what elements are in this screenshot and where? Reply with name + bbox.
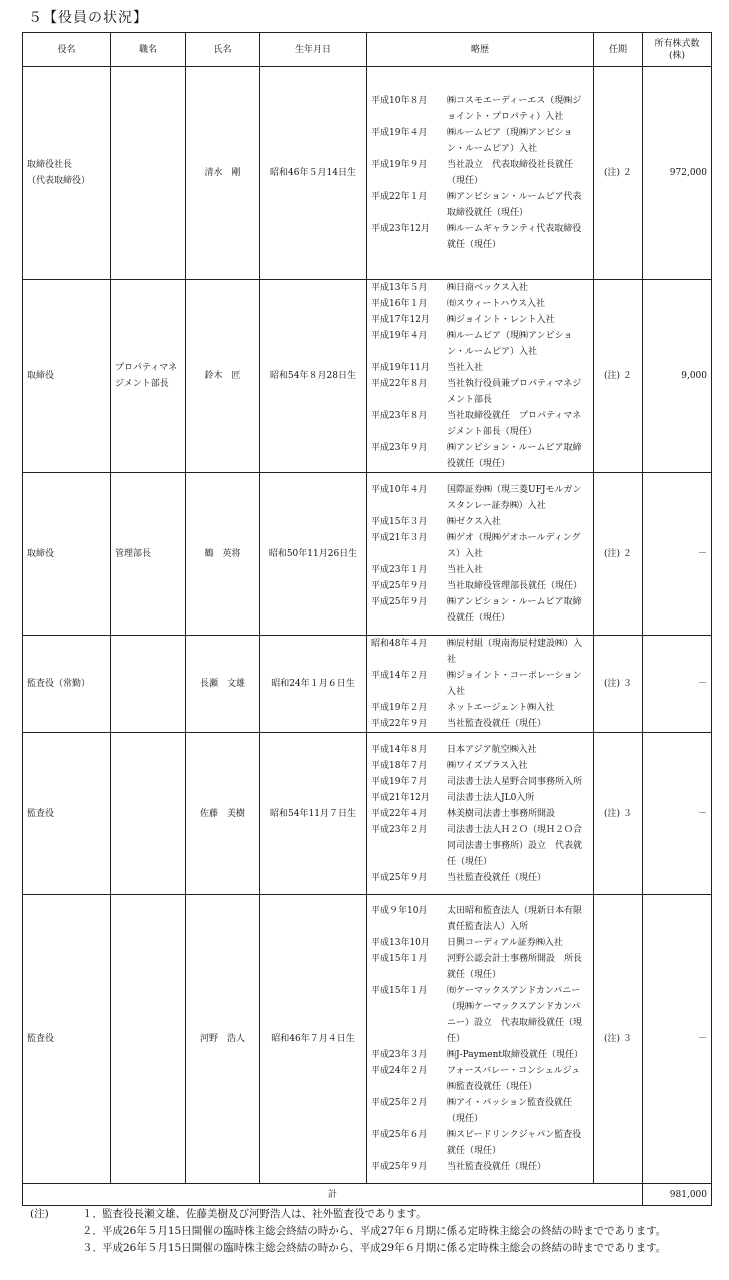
career-entry xyxy=(371,578,589,594)
career-date: 平成９年10月 xyxy=(371,906,428,916)
career-text: 当社取締役就任 プロパティマネジメント部長（現任） xyxy=(447,411,582,437)
career-text: ㈱辰村組（現南海辰村建設㈱）入社 xyxy=(447,639,583,665)
career-entry xyxy=(371,700,589,716)
career-date: 平成22年４月 xyxy=(371,808,428,819)
note-text: 監査役長瀬文雄、佐藤美樹及び河野浩人は、社外監査役であります。 xyxy=(102,1208,427,1220)
career-entry xyxy=(371,594,589,626)
career-text: 当社取締役管理部長就任（現任） xyxy=(447,581,583,591)
career-date: 平成18年７月 xyxy=(371,760,428,771)
note-text: 平成26年５月15日開催の臨時株主総会終結の時から、平成27年６月期に係る定時株主総会の終結の時までであります。 xyxy=(102,1225,667,1237)
career-entry xyxy=(371,1063,589,1095)
officer-career xyxy=(367,67,594,280)
officer-term: (注) ３ xyxy=(594,895,643,1184)
career-date: 平成23年12月 xyxy=(371,224,430,234)
note-number: ２． xyxy=(82,1225,103,1237)
officer-title xyxy=(111,67,186,280)
officer-title: 管理部長 xyxy=(111,473,186,636)
career-date: 平成19年２月 xyxy=(371,703,428,713)
header-post: 役名 xyxy=(23,33,111,67)
career-text: ㈱アイ・パッション監査役就任（現任） xyxy=(447,1098,573,1124)
career-date: 平成14年８月 xyxy=(371,744,428,755)
officer-title xyxy=(111,733,186,895)
career-date: 平成25年９月 xyxy=(371,872,428,883)
officer-row xyxy=(23,473,712,636)
career-entry xyxy=(371,562,589,578)
career-entry xyxy=(371,312,589,328)
career-date: 平成22年１月 xyxy=(371,192,428,202)
career-text: 当社監査役就任（現任） xyxy=(447,1162,547,1172)
note-item xyxy=(30,1206,720,1223)
officer-career xyxy=(367,733,594,895)
career-text: ㈱ルームギャランティ代表取締役就任（現任） xyxy=(447,224,582,250)
section-heading: ５【役員の状況】 xyxy=(28,10,148,26)
officer-row xyxy=(23,733,712,895)
career-entry xyxy=(371,1127,589,1159)
career-entry xyxy=(371,716,589,732)
career-entry xyxy=(371,296,589,312)
officer-title: プロパティマネジメント部長 xyxy=(111,280,186,473)
career-text: 当社監査役就任（現任） xyxy=(447,719,547,729)
career-text: ㈱ゲオ（現㈱ゲオホールディングス）入社 xyxy=(447,533,581,559)
career-entry xyxy=(371,1095,589,1127)
note-number: １． xyxy=(82,1208,103,1220)
officer-birthdate: 昭和54年８月28日生 xyxy=(260,280,367,473)
career-date: 平成19年７月 xyxy=(371,776,428,787)
career-entry xyxy=(371,951,589,983)
note-number: ３． xyxy=(82,1242,103,1254)
career-text: 日本アジア航空㈱入社 xyxy=(447,744,537,755)
career-text: ㈱コスモエーディーエス（現㈱ジョイント・プロパティ）入社 xyxy=(447,96,582,122)
header-shares-line1: 所有株式数 xyxy=(654,38,700,49)
career-text: 河野公認会計士事務所開設 所長就任（現任） xyxy=(447,954,583,980)
officer-post: 監査役 xyxy=(23,895,111,1184)
career-date: 平成16年１月 xyxy=(371,299,428,309)
career-entry xyxy=(371,758,589,774)
officer-birthdate: 昭和50年11月26日生 xyxy=(260,473,367,636)
officer-term: (注) ３ xyxy=(594,733,643,895)
career-date: 平成14年２月 xyxy=(371,671,428,681)
career-text: ㈱ジョイント・レント入社 xyxy=(447,315,555,325)
officer-term: (注) ２ xyxy=(594,473,643,636)
officer-career xyxy=(367,280,594,473)
officer-name: 河野 浩人 xyxy=(186,895,260,1184)
career-text: ㈱J-Payment取締役就任（現任） xyxy=(447,1050,584,1060)
officer-row xyxy=(23,280,712,473)
career-text: 当社設立 代表取締役社長就任（現任） xyxy=(447,160,574,186)
career-entry xyxy=(371,280,589,296)
officer-post: 取締役社長 （代表取締役） xyxy=(23,67,111,280)
career-text: 司法書士法人JL0入所 xyxy=(447,792,535,803)
career-date: 平成19年９月 xyxy=(371,160,428,170)
career-text: ㈱アンビション・ルームピア取締役就任（現任） xyxy=(447,443,582,469)
officer-title xyxy=(111,895,186,1184)
officer-post: 監査役（常勤） xyxy=(23,636,111,733)
career-entry xyxy=(371,668,589,700)
career-entry xyxy=(371,636,589,668)
career-text: 林美樹司法書士事務所開設 xyxy=(447,808,556,819)
officer-career xyxy=(367,473,594,636)
officer-term: (注) ２ xyxy=(594,280,643,473)
header-shares-line2: (株) xyxy=(668,50,686,61)
career-entry xyxy=(371,1047,589,1063)
career-text: ㈱日商ベックス入社 xyxy=(447,283,528,293)
officer-post: 取締役 xyxy=(23,473,111,636)
header-title: 職名 xyxy=(111,33,186,67)
officer-post: 取締役 xyxy=(23,280,111,473)
officer-post: 監査役 xyxy=(23,733,111,895)
officer-name: 清水 剛 xyxy=(186,67,260,280)
career-date: 平成15年３月 xyxy=(371,517,428,527)
officer-term: (注) ３ xyxy=(594,636,643,733)
career-text: 当社監査役就任（現任） xyxy=(447,872,547,883)
career-entry xyxy=(371,790,589,806)
career-text: 司法書士法人星野合同事務所入所 xyxy=(447,776,583,787)
career-text: 国際証券㈱（現三菱UFJモルガンスタンレー証券㈱）入社 xyxy=(447,485,582,511)
officer-career xyxy=(367,895,594,1184)
career-text: ㈱アンビション・ルームピア代表取締役就任（現任） xyxy=(447,192,582,218)
career-entry xyxy=(371,822,589,870)
career-entry xyxy=(371,806,589,822)
career-date: 平成21年12月 xyxy=(371,792,430,803)
officer-birthdate: 昭和46年７月４日生 xyxy=(260,895,367,1184)
officer-name: 鈴木 匠 xyxy=(186,280,260,473)
career-entry xyxy=(371,742,589,758)
career-entry xyxy=(371,328,589,360)
officer-shares: － xyxy=(643,895,712,1184)
career-date: 平成15年１月 xyxy=(371,986,428,996)
career-date: 平成15年１月 xyxy=(371,954,428,964)
career-entry xyxy=(371,1159,589,1175)
total-label: 計 xyxy=(23,1184,643,1206)
header-birth: 生年月日 xyxy=(260,33,367,67)
career-date: 平成13年10月 xyxy=(371,938,430,948)
career-entry xyxy=(371,514,589,530)
career-date: 平成19年４月 xyxy=(371,331,428,341)
officer-shares: － xyxy=(643,636,712,733)
officer-name: 鶴 英将 xyxy=(186,473,260,636)
career-date: 平成24年２月 xyxy=(371,1066,428,1076)
career-text: ㈱アンビション・ルームピア取締役就任（現任） xyxy=(447,597,582,623)
career-entry xyxy=(371,376,589,408)
career-entry xyxy=(371,935,589,951)
career-text: ㈱ルームピア（現㈱アンビション・ルームピア）入社 xyxy=(447,128,573,154)
career-date: 平成25年２月 xyxy=(371,1098,428,1108)
career-entry xyxy=(371,870,589,886)
career-date: 平成25年６月 xyxy=(371,1130,428,1140)
officer-career xyxy=(367,636,594,733)
officer-shares: 9,000 xyxy=(643,280,712,473)
note-label xyxy=(30,1223,82,1240)
career-entry xyxy=(371,983,589,1047)
career-date: 平成10年８月 xyxy=(371,96,428,106)
career-entry xyxy=(371,774,589,790)
career-text: ㈱ジョイント・コーポレーション入社 xyxy=(447,671,582,697)
career-date: 平成21年３月 xyxy=(371,533,428,543)
officer-row xyxy=(23,67,712,280)
career-text: 日興コーディアル証券㈱入社 xyxy=(447,938,563,948)
career-date: 平成25年９月 xyxy=(371,581,428,591)
career-entry xyxy=(371,125,589,157)
career-entry xyxy=(371,408,589,440)
career-text: ネットエージェント㈱入社 xyxy=(447,703,555,713)
career-text: ㈲ケーマックスアンドカンパニー（現㈱ケーマックスアンドカンパニー）設立 代表取締役就任（現任） xyxy=(447,986,583,1044)
officer-row xyxy=(23,895,712,1184)
career-date: 平成23年３月 xyxy=(371,1050,428,1060)
career-date: 平成19年４月 xyxy=(371,128,428,138)
notes-section xyxy=(30,1206,720,1257)
career-entry xyxy=(371,903,589,935)
career-date: 平成23年１月 xyxy=(371,565,428,575)
career-date: 昭和48年４月 xyxy=(371,639,428,649)
career-date: 平成25年９月 xyxy=(371,1162,428,1172)
officer-birthdate: 昭和24年１月６日生 xyxy=(260,636,367,733)
note-label xyxy=(30,1240,82,1257)
officer-name: 佐藤 美樹 xyxy=(186,733,260,895)
officer-shares: － xyxy=(643,473,712,636)
career-entry xyxy=(371,93,589,125)
note-text: 平成26年５月15日開催の臨時株主総会終結の時から、平成29年６月期に係る定時株主総会の終結の時までであります。 xyxy=(102,1242,667,1254)
career-entry xyxy=(371,482,589,514)
career-text: ㈱スピードリンクジャパン監査役就任（現任） xyxy=(447,1130,582,1156)
career-text: ㈲スウィートハウス入社 xyxy=(447,299,546,309)
career-date: 平成19年11月 xyxy=(371,363,430,373)
officer-term: (注) ２ xyxy=(594,67,643,280)
career-date: 平成22年８月 xyxy=(371,379,428,389)
header-career: 略歴 xyxy=(367,33,594,67)
officer-title xyxy=(111,636,186,733)
career-entry xyxy=(371,189,589,221)
total-row xyxy=(23,1184,712,1206)
career-entry xyxy=(371,157,589,189)
officer-birthdate: 昭和46年５月14日生 xyxy=(260,67,367,280)
career-date: 平成10年４月 xyxy=(371,485,428,495)
officer-shares: 972,000 xyxy=(643,67,712,280)
note-label: (注) xyxy=(30,1208,49,1220)
career-entry xyxy=(371,360,589,376)
career-date: 平成22年９月 xyxy=(371,719,428,729)
career-text: 当社入社 xyxy=(447,363,484,373)
career-text: ㈱ゼクス入社 xyxy=(447,517,501,527)
officers-table xyxy=(22,32,712,1206)
career-text: 当社入社 xyxy=(447,565,484,575)
career-entry xyxy=(371,221,589,253)
career-date: 平成23年８月 xyxy=(371,411,428,421)
career-date: 平成13年５月 xyxy=(371,283,428,293)
career-date: 平成25年９月 xyxy=(371,597,428,607)
officer-row xyxy=(23,636,712,733)
career-text: ㈱ワイズプラス入社 xyxy=(447,760,528,771)
career-date: 平成23年９月 xyxy=(371,443,428,453)
total-shares: 981,000 xyxy=(643,1184,712,1206)
header-term: 任期 xyxy=(594,33,643,67)
career-entry xyxy=(371,440,589,472)
officer-shares: － xyxy=(643,733,712,895)
header-name: 氏名 xyxy=(186,33,260,67)
table-header-row xyxy=(23,33,712,67)
career-text: フォースバレー・コンシェルジュ㈱監査役就任（現任） xyxy=(447,1066,581,1092)
note-item xyxy=(30,1223,720,1240)
career-text: ㈱ルームピア（現㈱アンビション・ルームピア）入社 xyxy=(447,331,573,357)
career-entry xyxy=(371,530,589,562)
career-text: 当社執行役員兼プロパティマネジメント部長 xyxy=(447,379,582,405)
career-text: 司法書士法人Ｈ２Ｏ（現Ｈ２Ｏ合同司法書士事務所）設立 代表就任（現任） xyxy=(447,824,583,867)
career-date: 平成23年２月 xyxy=(371,824,428,835)
officer-birthdate: 昭和54年11月７日生 xyxy=(260,733,367,895)
officer-name: 長瀬 文雄 xyxy=(186,636,260,733)
career-text: 太田昭和監査法人（現新日本有限責任監査法人）入所 xyxy=(447,906,583,932)
note-item xyxy=(30,1240,720,1257)
header-shares xyxy=(643,33,712,67)
career-date: 平成17年12月 xyxy=(371,315,430,325)
